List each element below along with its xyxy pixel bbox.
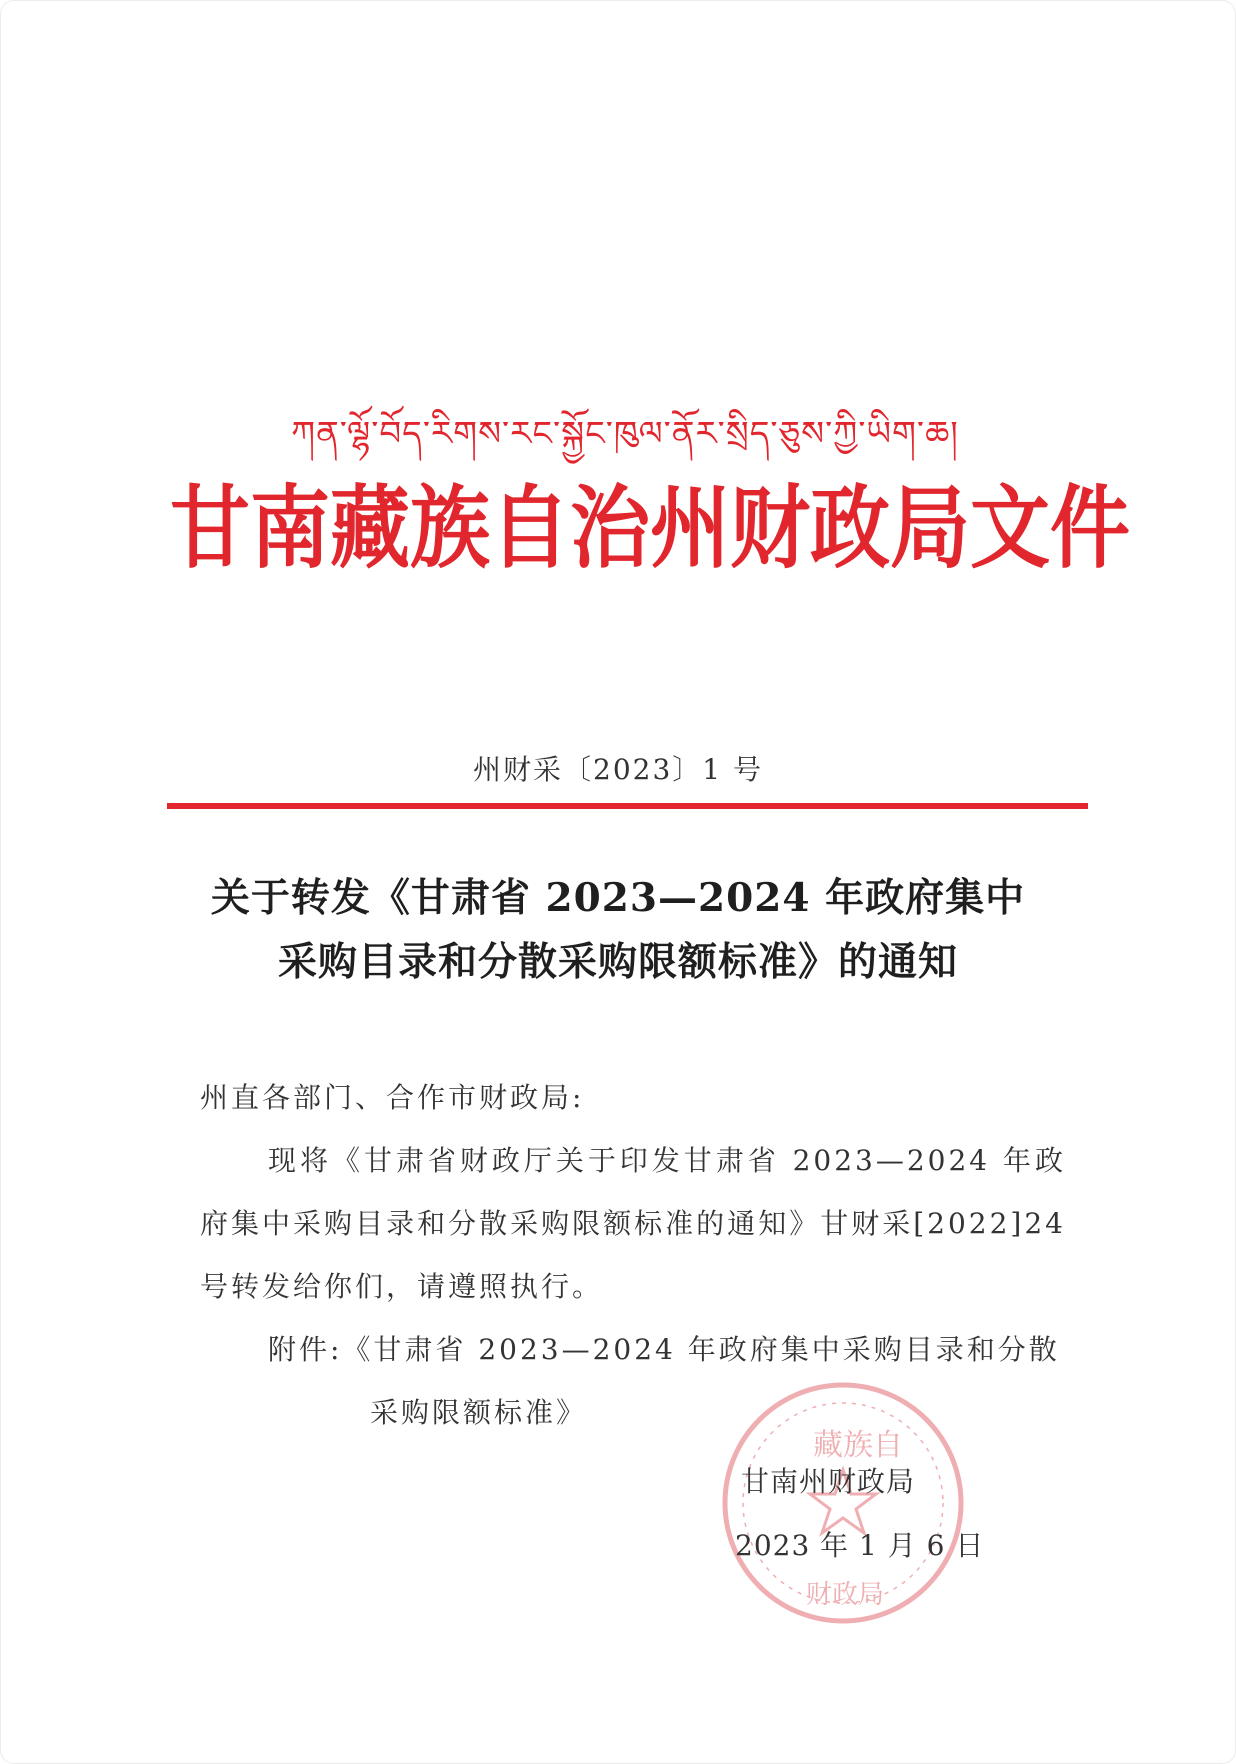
red-header xyxy=(170,395,1130,581)
notice-title-line-1: 关于转发《甘肃省 2023—2024 年政府集中 xyxy=(210,875,1026,921)
tibetan-agency-name: ཀན་ལྷོ་བོད་རིགས་རང་སྐྱོང་ཁུལ་ནོར་སྲིད་ཅུས་ཀྱི་ཡིག་ཆ། xyxy=(291,414,959,454)
red-divider-line xyxy=(167,803,1088,809)
notice-title-line-2: 采购目录和分散采购限额标准》的通知 xyxy=(277,939,958,985)
seal-text-bottom: 财政局 xyxy=(806,1580,885,1610)
attachment-line-2: 采购限额标准》 xyxy=(370,1396,588,1429)
notice-title xyxy=(160,866,1076,994)
agency-title: 甘南藏族自治州财政局文件 xyxy=(170,476,1130,581)
signing-agency: 甘南州财政局 xyxy=(741,1465,916,1498)
signing-date: 2023 年 1 月 6 日 xyxy=(735,1529,985,1562)
salutation: 州直各部门、合作市财政局: xyxy=(200,1081,585,1114)
seal-text-top: 藏族自 xyxy=(813,1428,903,1463)
document-number: 州财采〔2023〕1 号 xyxy=(473,753,763,786)
signature-block xyxy=(735,1450,1065,1578)
attachment-line-1: 附件:《甘肃省 2023—2024 年政府集中采购目录和分散 xyxy=(268,1333,1060,1366)
body-paragraph: 现将《甘肃省财政厅关于印发甘肃省 2023—2024 年政府集中采购目录和分散采购限额标准的通知》甘财采[2022]24 号转发给你们，请遵照执行。 xyxy=(200,1144,1066,1303)
